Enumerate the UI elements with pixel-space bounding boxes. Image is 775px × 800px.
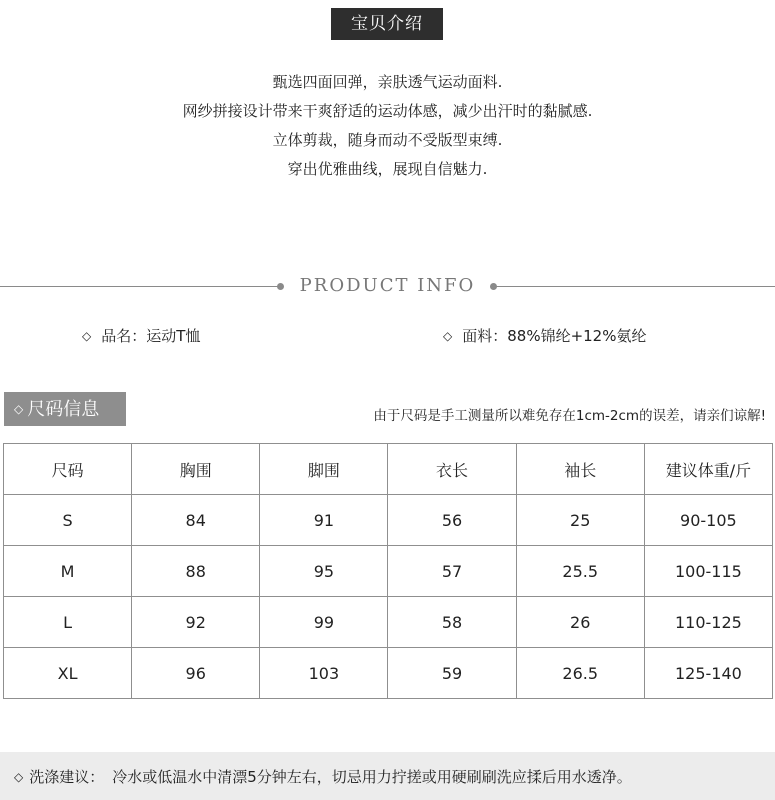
cell-weight: 100-115 [644,546,772,597]
fabric-text: 面料：88%锦纶+12%氨纶 [462,327,647,345]
cell-chest: 84 [132,495,260,546]
cell-hem: 103 [260,648,388,699]
size-table [3,443,773,699]
cell-sleeve: 26 [516,597,644,648]
cell-weight: 110-125 [644,597,772,648]
size-measure-note: 由于尺码是手工测量所以难免存在1cm-2cm的误差，请亲们谅解! [373,408,766,424]
table-header-row [4,444,773,495]
intro-line: 立体剪裁，随身而动不受版型束缚. [272,131,503,149]
header-chest: 胸围 [132,444,260,495]
cell-hem: 91 [260,495,388,546]
table-row [4,648,773,699]
cell-size: M [4,546,132,597]
diamond-icon: ◇ [82,329,92,343]
header-hem: 脚围 [260,444,388,495]
header-sleeve: 袖长 [516,444,644,495]
cell-length: 59 [388,648,516,699]
product-info-heading: PRODUCT INFO [299,275,476,296]
cell-chest: 96 [132,648,260,699]
table-row [4,546,773,597]
wash-advice-bar [0,752,775,800]
spec-fabric [443,324,646,348]
cell-sleeve: 25 [516,495,644,546]
cell-sleeve: 26.5 [516,648,644,699]
wash-label: 洗涤建议： [29,768,105,786]
intro-line: 网纱拼接设计带来干爽舒适的运动体感，减少出汗时的黏腻感. [182,102,593,120]
table-row [4,495,773,546]
cell-hem: 95 [260,546,388,597]
spec-product-name [82,324,200,348]
wash-advice [14,766,632,787]
cell-size: S [4,495,132,546]
intro-line: 穿出优雅曲线，展现自信魅力. [287,160,488,178]
intro-line: 甄选四面回弹，亲肤透气运动面料. [272,73,503,91]
cell-length: 58 [388,597,516,648]
cell-weight: 125-140 [644,648,772,699]
cell-length: 56 [388,495,516,546]
cell-length: 57 [388,546,516,597]
cell-hem: 99 [260,597,388,648]
size-info-label: 尺码信息 [27,399,100,420]
product-intro [0,68,775,184]
divider-dot-left [277,283,284,290]
cell-chest: 88 [132,546,260,597]
divider-line-left [0,286,280,287]
header-weight: 建议体重/斤 [644,444,772,495]
divider-line-right [494,286,775,287]
header-length: 衣长 [388,444,516,495]
cell-weight: 90-105 [644,495,772,546]
diamond-icon: ◇ [443,329,453,343]
product-name-text: 品名：运动T恤 [101,327,201,345]
diamond-icon: ◇ [14,402,24,416]
section-title-badge: 宝贝介绍 [331,8,443,40]
diamond-icon: ◇ [14,770,24,784]
cell-size: L [4,597,132,648]
table-row [4,597,773,648]
wash-text: 冷水或低温水中清漂5分钟左右，切忌用力拧搓或用硬刷刷洗应揉后用水透净。 [112,768,632,786]
cell-size: XL [4,648,132,699]
header-size: 尺码 [4,444,132,495]
size-info-badge [4,392,126,426]
cell-sleeve: 25.5 [516,546,644,597]
cell-chest: 92 [132,597,260,648]
